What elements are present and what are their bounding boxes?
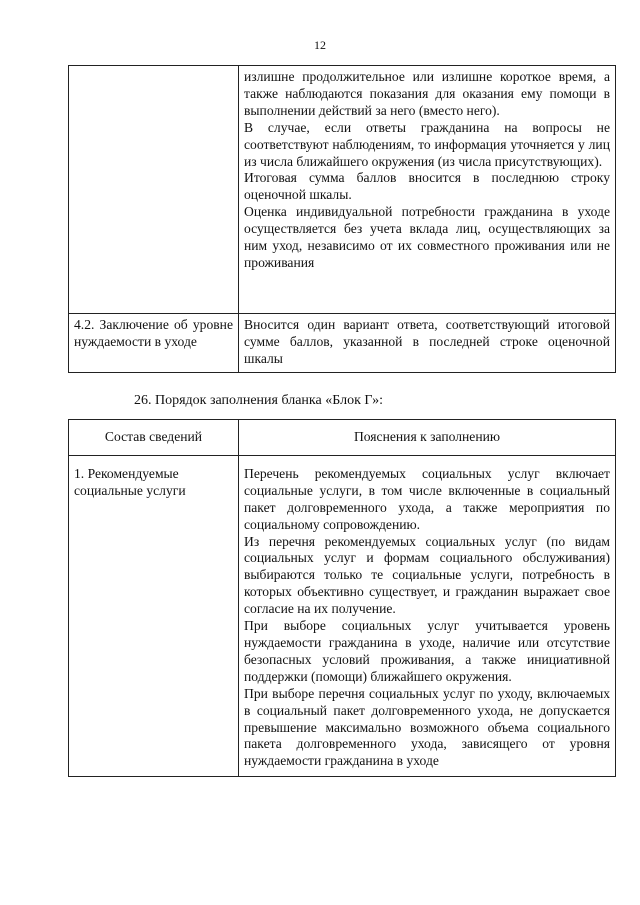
paragraph: В случае, если ответы гражданина на вопросы не соответствуют наблюдениям, то информация уточняется у лиц из числа ближайшего окружения (из числа присутствующих). [244,119,610,169]
column-header: Пояснения к заполнению [239,420,616,456]
paragraph: Оценка индивидуальной потребности гражданина в уходе осуществляется без учета вклада лиц, осуществляющих за ним уход, независимо от их совместного проживания или не проживания [244,204,610,270]
table-cell-explanation [239,455,616,776]
paragraph: Перечень рекомендуемых социальных услуг включает социальные услуги, в том числе включенные в социальный пакет долговременного ухода, а также мероприятия по социальному сопровождению. [244,465,610,532]
page-number: 12 [314,38,326,52]
column-header: Состав сведений [69,420,239,456]
paragraph: Итоговая сумма баллов вносится в последнюю строку оценочной шкалы. [244,170,610,203]
table-cell-explanation [239,66,616,314]
table-row [69,314,616,373]
table-cell-explanation: Вносится один вариант ответа, соответствующий итоговой сумме баллов, указанной в последней строке оценочной шкалы [239,314,616,373]
paragraph: Из перечня рекомендуемых социальных услуг (по видам социальных услуг и формам социального обслуживания) выбираются только те социальные услуги, потребность в которых объективно существует, и гражданин выражает свое согласие на их получение. [244,533,610,617]
table-cell-label [69,455,239,776]
table-header-row [69,420,616,456]
table-row [69,455,616,776]
paragraph: При выборе перечня социальных услуг по уходу, включаемых в социальный пакет долговременного ухода, не допускается превышение максимально возможного объема социального пакета долговременного ухода, зависящего от уровня нуждаемости гражданина в уходе [244,685,610,769]
row-label: 1. Рекомендуемые социальные услуги [74,465,186,498]
block-g-table [68,419,616,777]
paragraph: излишне продолжительное или излишне короткое время, а также наблюдаются показания для оказания ему помощи в выполнении действий за него (вместо него). [244,69,610,118]
table-cell-label: 4.2. Заключение об уровне нуждаемости в уходе [69,314,239,373]
table-row [69,66,616,314]
section-heading: 26. Порядок заполнения бланка «Блок Г»: [134,393,384,408]
assessment-table-continuation [68,65,616,373]
table-cell-empty [69,66,239,314]
paragraph: При выборе социальных услуг учитывается уровень нуждаемости гражданина в уходе, наличие или отсутствие безопасных условий проживания, а также инициативной поддержки (помощи) ближайшего окружения. [244,618,610,684]
